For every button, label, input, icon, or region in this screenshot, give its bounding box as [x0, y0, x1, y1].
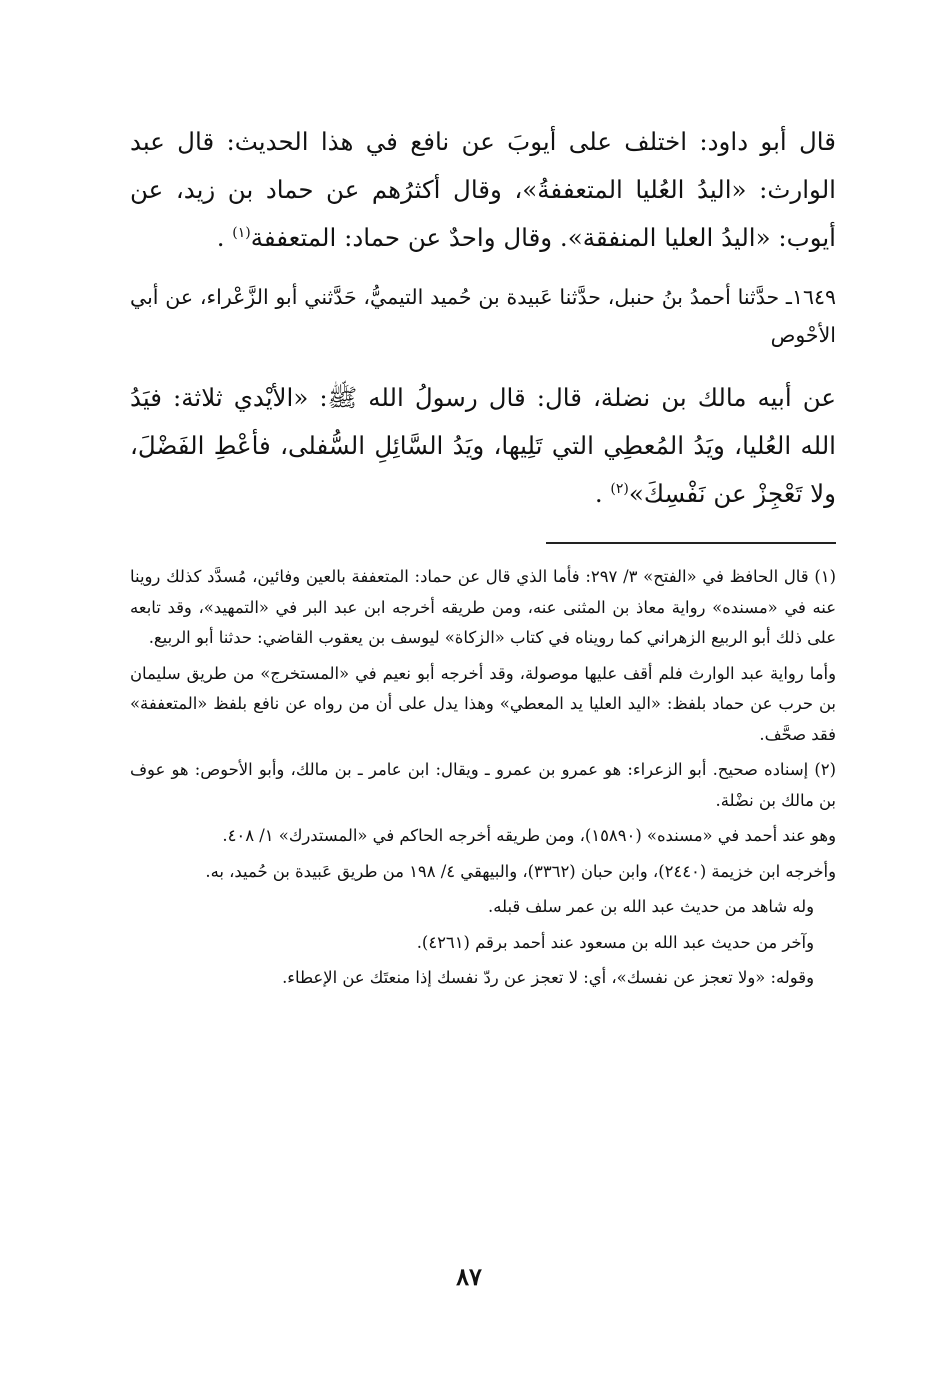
footnote-2-para-4: وله شاهد من حديث عبد الله بن عمر سلف قبله. — [488, 897, 814, 916]
footnote-ref-1[interactable]: (١) — [232, 224, 251, 241]
footnote-2-para-2: وهو عند أحمد في «مسنده» (١٥٨٩٠)، ومن طريقه أخرجه الحاكم في «المستدرك» ١/ ٤٠٨. — [222, 826, 836, 845]
page-number: ٨٧ — [456, 1262, 482, 1291]
footnote-2-para-6: وقوله: «ولا تعجز عن نفسك»، أي: لا تعجز عن ردّ نفسك إذا منعتَك عن الإعطاء. — [282, 968, 814, 987]
paragraph-hadith-text — [130, 374, 836, 518]
paragraph-abu-dawud-note — [130, 118, 836, 262]
footnote-2-para-3: وأخرجه ابن خزيمة (٢٤٤٠)، وابن حبان (٣٣٦٢)، والبيهقي ٤/ ١٩٨ من طريق عَبيدة بن حُميد، به. — [205, 861, 836, 881]
footnote-divider — [546, 542, 836, 544]
footnote-1-para-2: وأما رواية عبد الوارث فلم أقف عليها موصولة، وقد أخرجه أبو نعيم في «المستخرج» من طريق سليمان بن حرب عن حماد بلفظ: «اليد العليا يد المعطي» وهذا يدل على أن من رواه عن نافع بلفظ «المتعففة» فقد صحَّف. — [130, 663, 836, 744]
paragraph-1-end: . — [216, 223, 225, 252]
footnote-2-para-1: (٢) إسناده صحيح. أبو الزعراء: هو عمرو بن عمرو ـ ويقال: ابن عامر ـ بن مالك، وأبو الأحوص: هو عوف بن مالك بن نضْلة. — [130, 760, 836, 810]
hadith-number-heading: ١٦٤٩ـ حدَّثنا أحمدُ بنُ حنبل، حدَّثنا عَبيدة بن حُميد التيميُّ، حَدَّثني أبو الزَّعْراء، عن أبي الأحْوص — [130, 285, 836, 347]
paragraph-2-text: عن أبيه مالك بن نضلة، قال: قال رسولُ الله ﷺ: «الأيْدي ثلاثة: فيَدُ الله العُليا، ويَدُ المُعطِي التي تَلِيها، ويَدُ السَّائِلِ السُّفلى، فأعْطِ الفَضْلَ، ولا تَعْجِزْ عن نَفْسِكَ» — [130, 383, 836, 508]
paragraph-2-end: . — [594, 479, 603, 508]
main-text — [130, 118, 836, 518]
paragraph-1-text: قال أبو داود: اختلف على أيوبَ عن نافع في هذا الحديث: قال عبد الوارث: «اليدُ العُليا المتعففةُ»، وقال أكثرُهم عن حماد بن زيد، عن أيوب: «اليدُ العليا المنفقة». وقال واحدٌ عن حماد: المتعففة — [130, 127, 836, 252]
footnote-2-para-5: وآخر من حديث عبد الله بن مسعود عند أحمد برقم (٤٢٦١). — [416, 932, 814, 952]
footnote-1-para-1: (١) قال الحافظ في «الفتح» ٣/ ٢٩٧: فأما الذي قال عن حماد: المتعففة بالعين وفائين، مُسدَّد كذلك روينا عنه في «مسنده» رواية معاذ بن المثنى عنه، ومن طريقه أخرجه ابن عبد البر في «التمهيد»، وقد تابعه على ذلك أبو الربيع الزهراني كما رويناه في كتاب «الزكاة» ليوسف بن يعقوب القاضي: حدثنا أبو الربيع. — [130, 567, 837, 647]
footnotes-section — [130, 562, 836, 994]
footnote-ref-2[interactable]: (٢) — [610, 480, 629, 497]
